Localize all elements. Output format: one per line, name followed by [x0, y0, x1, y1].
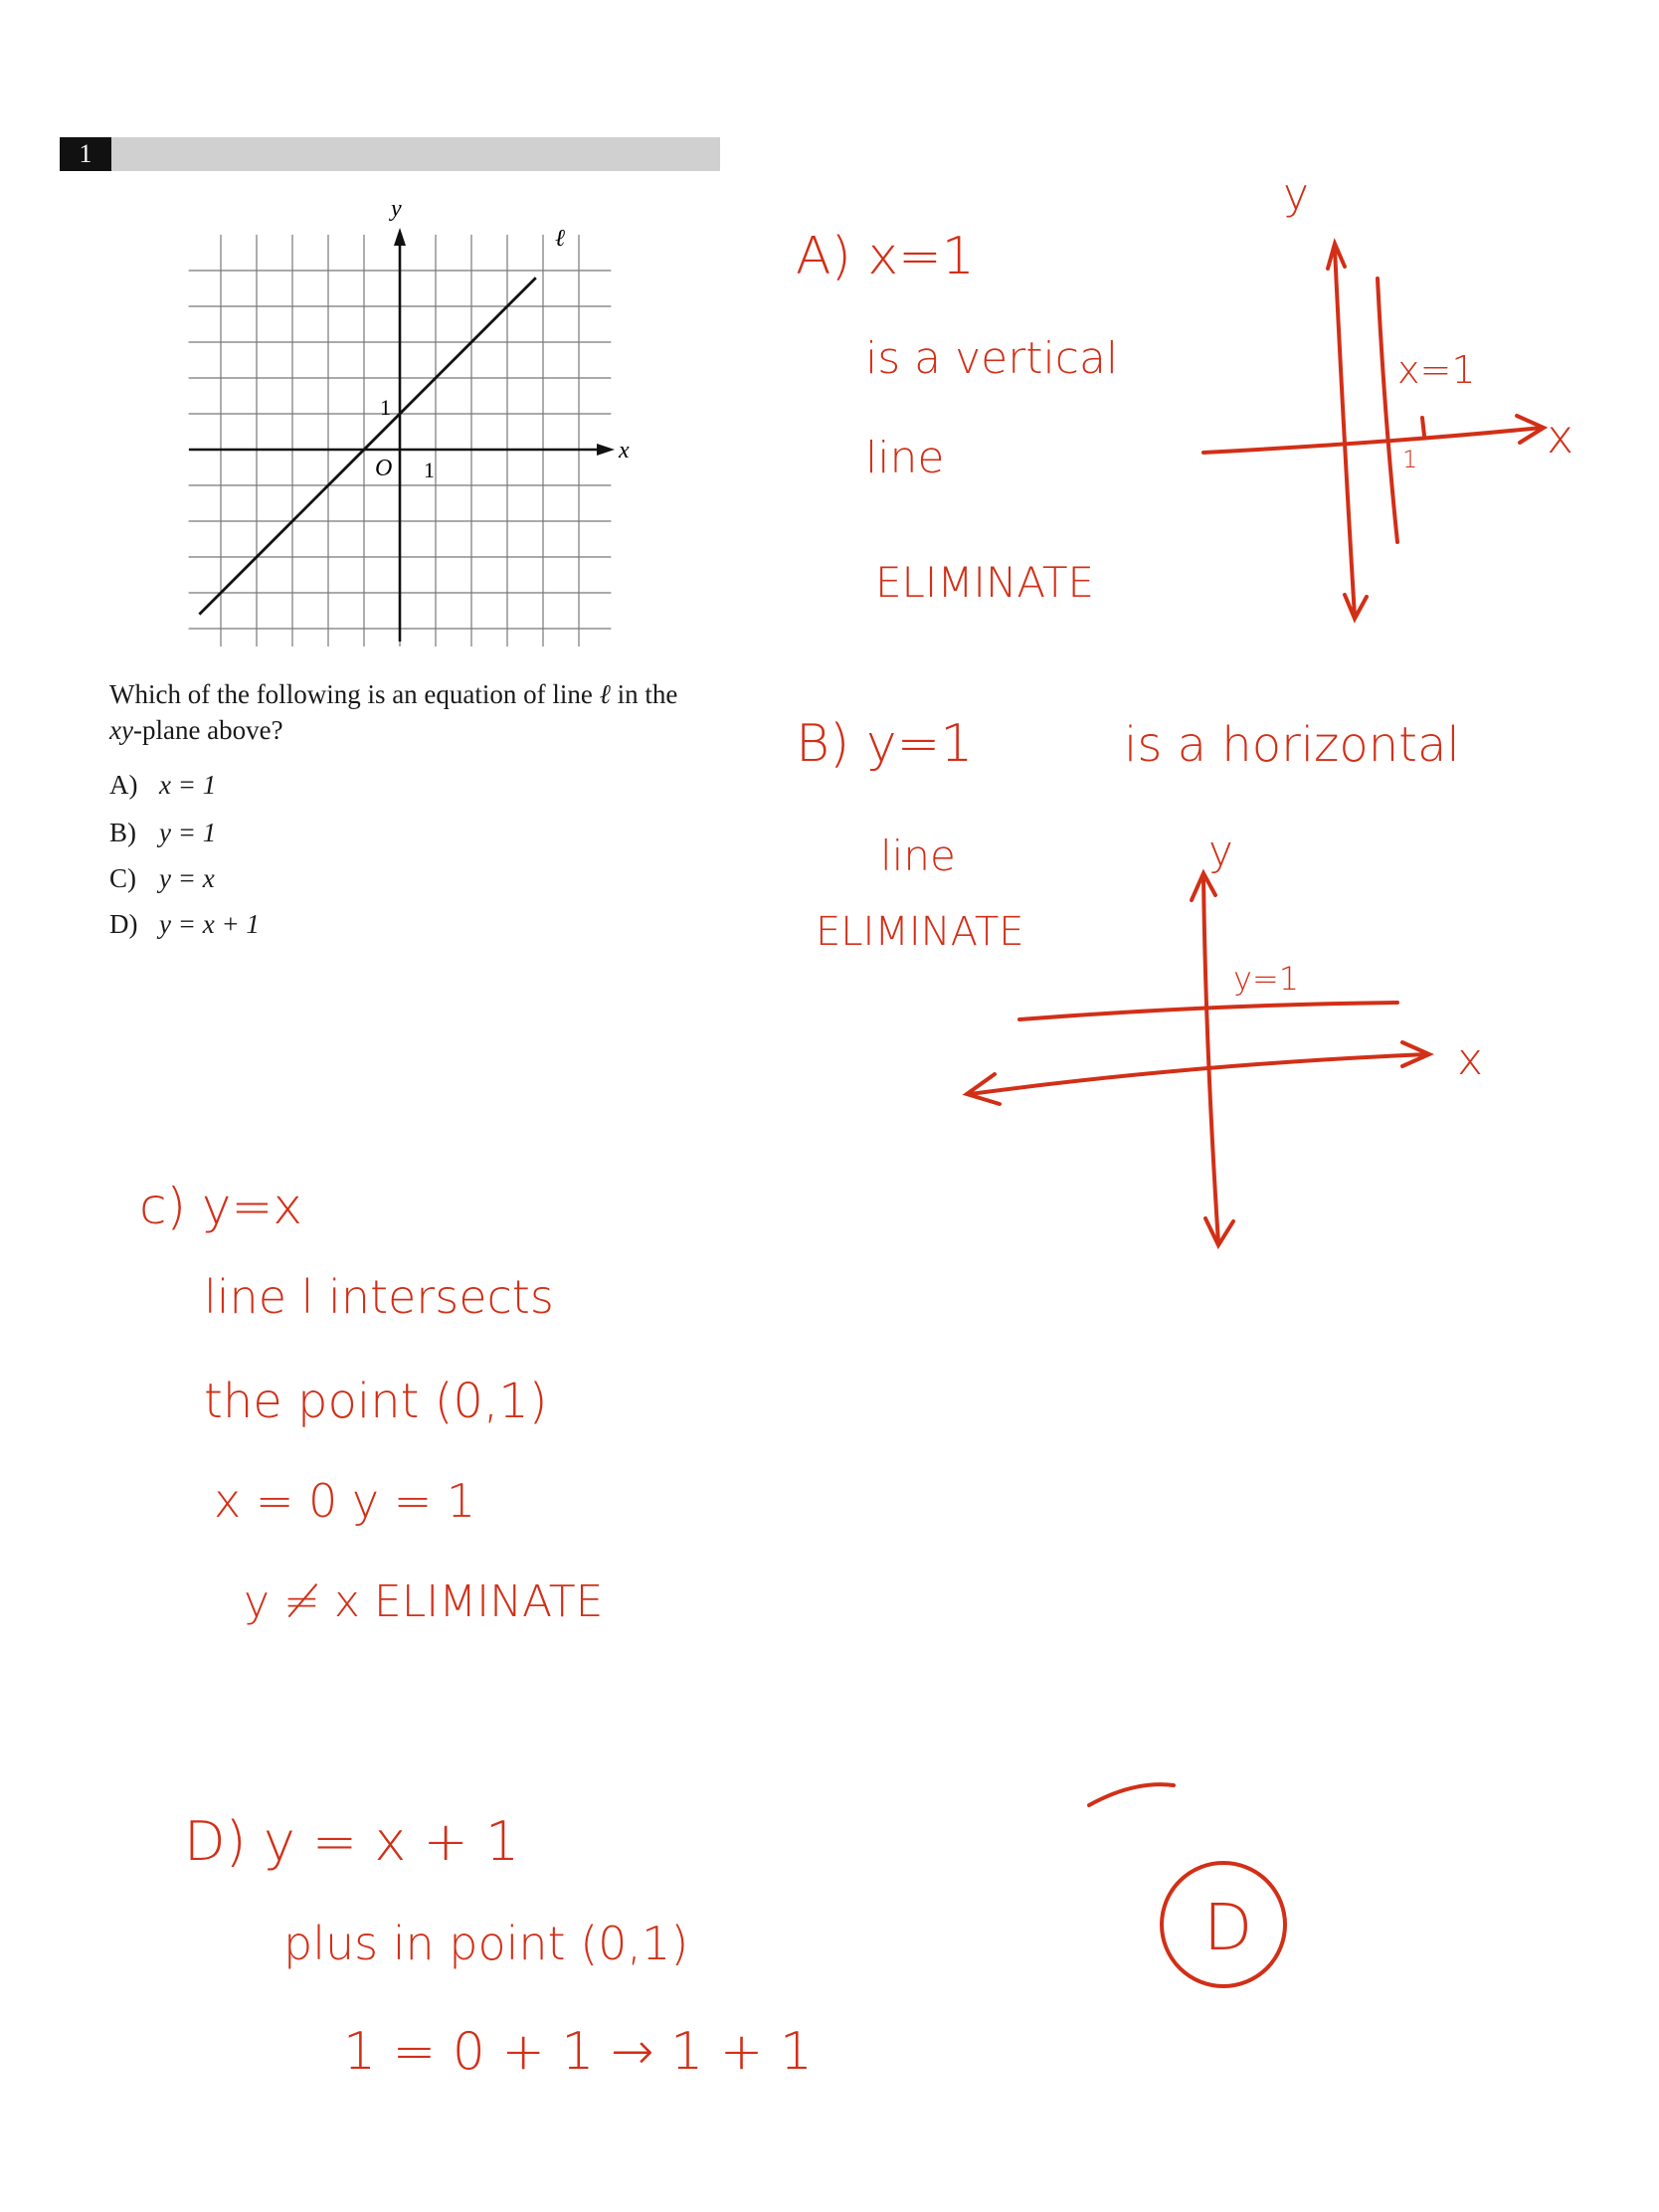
- answer-circle-overstroke: [1089, 1784, 1174, 1805]
- x-axis-label: x: [619, 438, 630, 463]
- sketch-b-line-label: y=1: [1233, 960, 1300, 998]
- sketch-b-y-axis: [1203, 875, 1218, 1243]
- note-b-line2: line: [880, 831, 956, 880]
- note-c-line4: y ≠ x ELIMINATE: [244, 1576, 604, 1627]
- note-d-line2: 1 = 0 + 1 → 1 + 1: [343, 2022, 813, 2082]
- line-symbol: ℓ: [599, 679, 611, 709]
- origin-label: O: [375, 456, 393, 481]
- note-b-eliminate: ELIMINATE: [816, 909, 1024, 955]
- note-a-eliminate: ELIMINATE: [875, 558, 1095, 607]
- choice-b[interactable]: B) y = 1: [109, 818, 217, 847]
- note-c-line2: the point (0,1): [204, 1374, 548, 1429]
- note-d-line1: plus in point (0,1): [283, 1917, 689, 1970]
- note-c-line3: x = 0 y = 1: [214, 1474, 476, 1528]
- sketch-a-y-axis: [1335, 249, 1355, 617]
- choice-a[interactable]: A) x = 1: [109, 770, 217, 800]
- note-d-head: D) y = x + 1: [184, 1810, 520, 1873]
- sketch-a-line-label: x=1: [1397, 348, 1476, 392]
- note-c-line1: line l intersects: [204, 1270, 554, 1324]
- sketch-a-y-label: y: [1283, 169, 1310, 220]
- sketch-a-line-x1: [1378, 278, 1397, 542]
- sketch-b-x-label: x: [1457, 1034, 1484, 1085]
- y-tick-label: 1: [380, 395, 391, 420]
- line-l-label: ℓ: [555, 226, 565, 252]
- sketch-b-x-axis: [970, 1054, 1427, 1094]
- choice-c[interactable]: C) y = x: [109, 863, 215, 893]
- note-a-line1: is a vertical: [865, 333, 1119, 384]
- note-a-line2: line: [865, 433, 945, 483]
- question-number: 1: [60, 137, 111, 171]
- x-tick-label: 1: [424, 458, 435, 482]
- sketch-b-y-label: y: [1208, 827, 1233, 875]
- choice-d[interactable]: D) y = x + 1: [109, 909, 260, 939]
- answer-letter: D: [1203, 1892, 1253, 1965]
- note-a-head: A) x=1: [796, 227, 975, 286]
- sketch-a-x-label: x: [1547, 410, 1574, 463]
- question-stem: Which of the following is an equation of line ℓ in the xy-plane above?: [109, 679, 678, 745]
- y-axis-label: y: [391, 196, 402, 222]
- sketch-a-x-axis: [1203, 428, 1542, 453]
- note-c-head: c) y=x: [139, 1178, 302, 1235]
- sketch-a-tick: [1422, 418, 1424, 436]
- note-b-rest: is a horizontal: [1124, 717, 1460, 773]
- note-b-head: B) y=1: [796, 714, 974, 774]
- sketch-a-tick-label: 1: [1402, 446, 1418, 473]
